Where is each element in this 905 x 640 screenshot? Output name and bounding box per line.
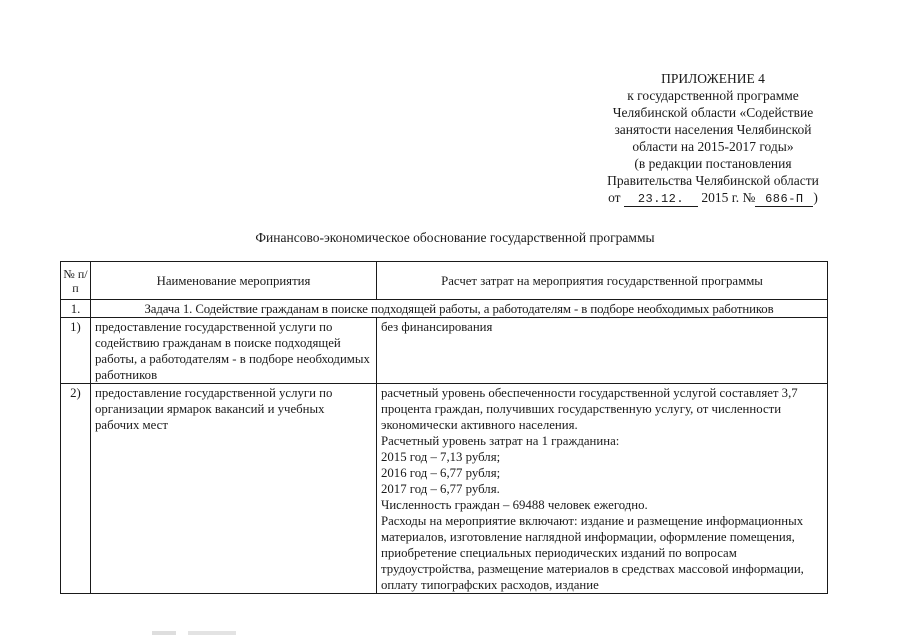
number-field	[755, 191, 813, 207]
scan-artifact	[152, 631, 272, 635]
header-num: № п/п	[61, 262, 91, 300]
calc-line: Расходы на мероприятие включают: издание и размещение информационных материалов, изготовление наглядной информации, оформление помещения, приобретение специальных периодических изданий по вопросам трудоустройства, размещение материалов в средствах массовой информации, оплату типографских расходов, издание	[381, 514, 804, 592]
appendix-line-2: Челябинской области «Содействие	[612, 105, 814, 120]
cost-calculation	[377, 318, 828, 384]
table-row	[61, 318, 828, 384]
appendix-line-3: занятости населения Челябинской	[614, 122, 812, 137]
handwritten-date: 23.12.	[637, 192, 685, 206]
calc-line: 2016 год – 6,77 рубля;	[381, 466, 501, 480]
resolution-date-line	[588, 189, 838, 207]
appendix-line-4: области на 2015-2017 годы»	[632, 139, 794, 154]
activity-name: предоставление государственной услуги по содействию гражданам в поиске подходящей работы, а работодателям - в подборе необходимых работников	[91, 318, 377, 384]
from-label: от	[608, 190, 621, 205]
close-paren: )	[813, 190, 818, 205]
task-text: Задача 1. Содействие гражданам в поиске подходящей работы, а работодателям - в подборе необходимых работников	[91, 300, 828, 318]
year-text: 2015 г. №	[701, 190, 756, 205]
calc-line: без финансирования	[381, 320, 493, 334]
table-header-row	[61, 262, 828, 300]
cost-calculation	[377, 384, 828, 594]
task-num: 1.	[61, 300, 91, 318]
handwritten-number: 686-П	[765, 192, 804, 206]
table-row	[61, 384, 828, 594]
header-name: Наименование мероприятия	[91, 262, 377, 300]
header-calc: Расчет затрат на мероприятия государственной программы	[377, 262, 828, 300]
document-title: Финансово-экономическое обоснование государственной программы	[255, 230, 655, 245]
row-num: 2)	[61, 384, 91, 594]
calc-line: Расчетный уровень затрат на 1 гражданина:	[381, 434, 620, 448]
row-num: 1)	[61, 318, 91, 384]
appendix-line-6: Правительства Челябинской области	[607, 173, 819, 188]
calc-line: 2017 год – 6,77 рубля.	[381, 482, 500, 496]
activity-name: предоставление государственной услуги по организации ярмарок вакансий и учебных рабочих мест	[91, 384, 377, 594]
financial-table	[60, 261, 828, 594]
appendix-block	[588, 70, 838, 207]
calc-line: Численность граждан – 69488 человек ежегодно.	[381, 498, 648, 512]
task-row	[61, 300, 828, 318]
appendix-line-5: (в редакции постановления	[634, 156, 792, 171]
calc-line: расчетный уровень обеспеченности государственной услугой составляет 3,7 процента граждан, получивших государственную услугу, от численности экономически активного населения.	[381, 386, 798, 432]
appendix-title: ПРИЛОЖЕНИЕ 4	[661, 71, 765, 86]
calc-line: 2015 год – 7,13 рубля;	[381, 450, 501, 464]
appendix-line-1: к государственной программе	[627, 88, 799, 103]
date-field	[624, 191, 698, 207]
